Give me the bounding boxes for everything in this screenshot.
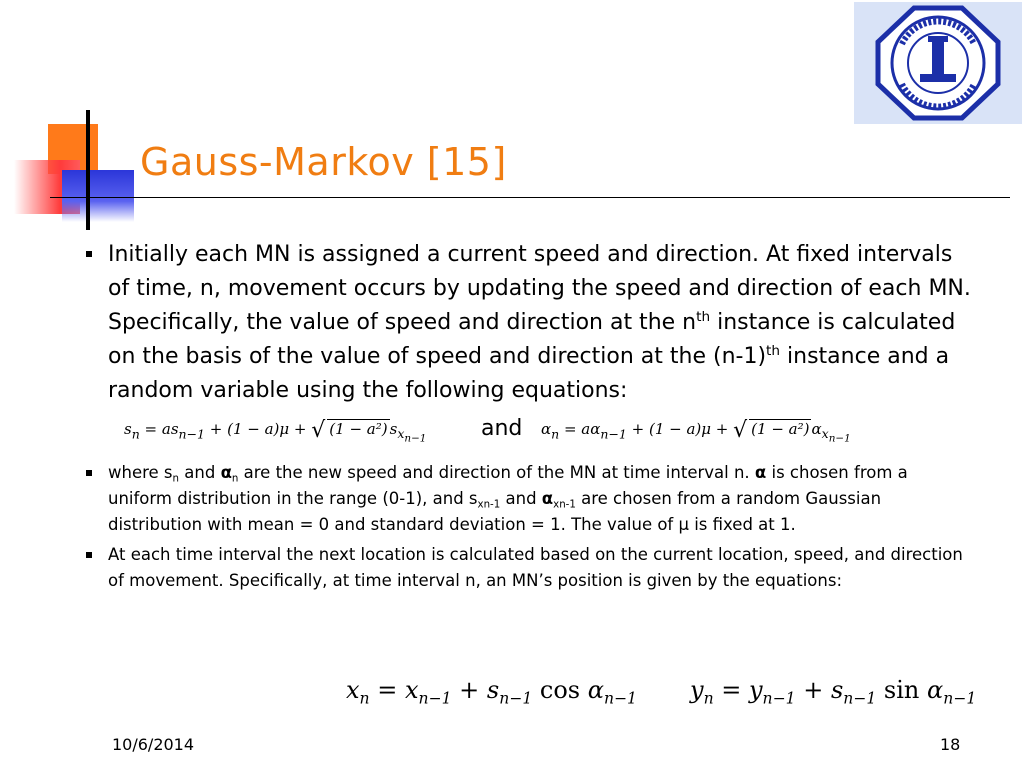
page-number: 18: [940, 735, 961, 754]
equation-and: and: [481, 416, 523, 441]
bullet2-text-4: is chosen from a uniform distribution in the range (0-1), and s: [108, 463, 908, 508]
eqx-a: x: [346, 676, 360, 704]
decor-blue-square: [62, 170, 134, 222]
bullet2-alpha-3: α: [541, 489, 554, 508]
eq-speed-radicand: (1 − a²): [329, 420, 388, 438]
title-divider-line: [50, 197, 1010, 198]
eqx-cos: cos: [532, 676, 588, 704]
eq-dir-term-b: + (1 − a)μ +: [626, 420, 734, 438]
eq-dir-lhs-sub: n: [551, 426, 560, 442]
bullet3-text: At each time interval the next location is calculated based on the current location, speed, and direction of movement. Specifically, at time interval n, an MN’s position is given by the equations:: [108, 545, 963, 590]
eqx-a-sub: n: [359, 689, 370, 708]
eqy-a-sub: n: [703, 689, 714, 708]
direction-equation: [541, 418, 851, 446]
eq-dir-term-c-sub: x: [821, 426, 829, 442]
eqy-b-sub: n−1: [762, 689, 796, 708]
bullet1-sup-2: th: [766, 342, 781, 359]
eqx-b-sub: n−1: [418, 689, 452, 708]
eq-dir-term-a-sub: n−1: [600, 426, 627, 442]
bullet2-sub-1: n: [172, 473, 180, 485]
bullet2-sub-3: xn-1: [477, 499, 501, 511]
x-position-equation: [346, 676, 637, 708]
eqx-d-sub: n−1: [603, 689, 637, 708]
slide-title: Gauss-Markov [15]: [140, 140, 507, 184]
eqx-d: α: [587, 676, 604, 704]
bullet2-text-2: and: [179, 463, 221, 482]
eq-speed-term-c: s: [389, 420, 398, 438]
speed-equation: [124, 418, 427, 446]
bullet2-sub-4: xn-1: [553, 499, 576, 511]
eqy-c-sub: n−1: [843, 689, 877, 708]
eqy-d: α: [927, 676, 944, 704]
eq-speed-term-b: + (1 − a)μ +: [205, 420, 312, 438]
bullet2-text-5: and: [500, 489, 542, 508]
footer-date: 10/6/2014: [112, 735, 195, 754]
university-seal-icon: [854, 2, 1022, 124]
eqy-d-sub: n−1: [943, 689, 977, 708]
eqy-c: + s: [795, 676, 844, 704]
seal-graphic: [874, 4, 1002, 122]
eqx-c-sub: n−1: [499, 689, 533, 708]
eq-speed-lhs-sub: n: [131, 426, 140, 442]
bullet-position-update: [86, 542, 976, 594]
eq-speed-term-a-sub: n−1: [178, 426, 205, 442]
eq-dir-term-a: = aα: [559, 420, 601, 438]
sqrt-sign-icon: √: [733, 418, 748, 443]
eqx-b: = x: [369, 676, 419, 704]
bullet2-text-6: are chosen from a random Gaussian distribution with mean = 0 and standard deviation = 1. The value of μ is fixed at 1.: [108, 489, 882, 534]
bullet2-alpha-2: α: [754, 463, 767, 482]
eqy-b: = y: [713, 676, 763, 704]
sqrt-sign-icon: √: [311, 418, 326, 443]
eq-speed-term-a: = as: [139, 420, 179, 438]
bullet2-sub-2: n: [231, 473, 239, 485]
slide-content: [86, 238, 976, 594]
eq-dir-radicand: (1 − a²): [751, 420, 810, 438]
y-position-equation: [690, 676, 977, 708]
bullet2-text-3: are the new speed and direction of the MN at time interval n.: [238, 463, 755, 482]
eq-speed-lhs: s: [124, 420, 132, 438]
bullet1-sup-1: th: [696, 308, 711, 325]
bullet-initial-speed-direction: [86, 238, 976, 408]
eq-speed-term-c-sub: x: [397, 426, 405, 442]
bullet2-text-1: where s: [108, 463, 173, 482]
eq-speed-term-c-subsub: n−1: [404, 433, 427, 446]
bullet-variable-definitions: [86, 460, 976, 538]
eqx-c: + s: [451, 676, 500, 704]
decor-vertical-line: [86, 110, 90, 230]
bullet1-text-3: instance and a random variable using the following equations:: [108, 344, 950, 403]
bullet1-text-2: instance is calculated on the basis of the value of speed and direction at the (n-1): [108, 310, 956, 369]
eqy-a: y: [690, 676, 704, 704]
eq-dir-term-c: α: [811, 420, 822, 438]
eq-dir-term-c-subsub: n−1: [828, 433, 851, 446]
eq-dir-lhs: α: [541, 420, 552, 438]
bullet2-alpha-1: α: [220, 463, 232, 482]
eqy-sin: sin: [876, 676, 928, 704]
update-equations: [86, 410, 976, 456]
bullet1-text-1: Initially each MN is assigned a current speed and direction. At fixed intervals of time, n, movement occurs by updating the speed and direction of each MN. Specifically, the value of speed and direction at the n: [108, 242, 971, 335]
